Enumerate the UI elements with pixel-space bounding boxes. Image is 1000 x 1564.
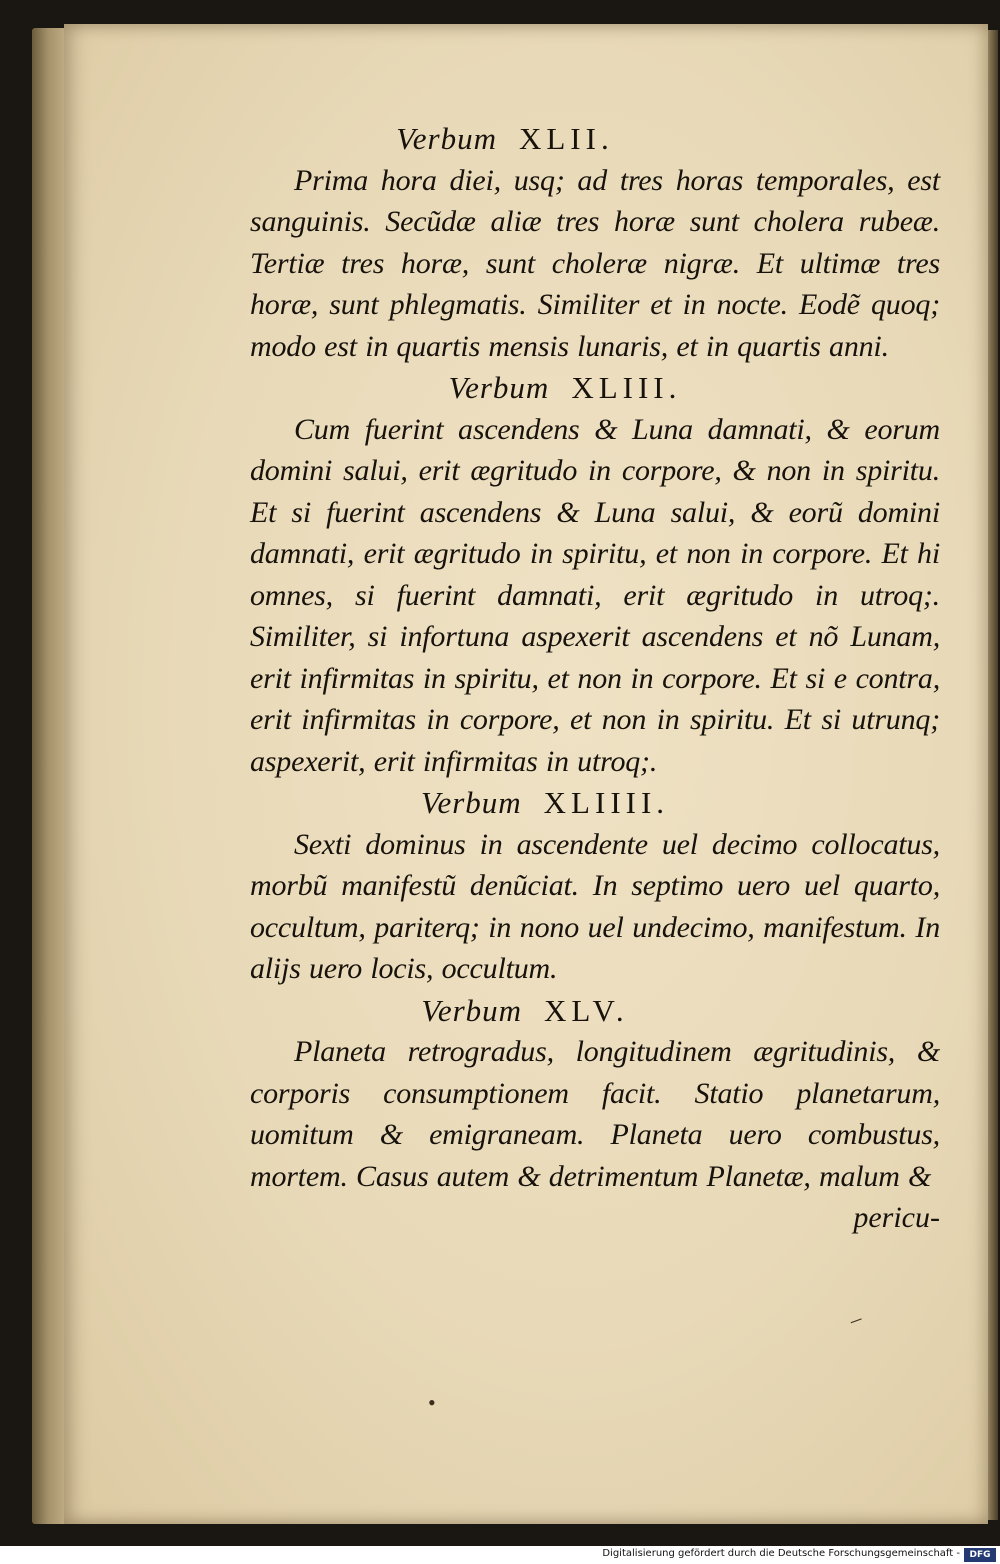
section-paragraph: Cum fuerint ascendens & Luna damnati, & eorum domini salui, erit ægritudo in corpore, & non in spiritu. Et si fuerint ascendens & Luna salui, & eorũ domini damnati, erit ægritudo in spiritu, et non in corpore. Et hi omnes, si fuerint damnati, erit ægritudo in utroq;. Similiter, si infortuna aspexerit ascendens et nõ Lunam, erit infirmitas in spiritu, et non in corpore. Et si e contra, erit infirmitas in corpore, et non in spiritu. Et si utrunq; aspexerit, erit infirmitas in utroq;. [250,412,940,778]
heading-word: Verbum [396,121,497,156]
heading-numeral: XLIIII. [543,785,670,820]
heading-word: Verbum [448,370,550,405]
heading-word: Verbum [420,785,522,820]
catchword-line [250,1197,940,1239]
section-paragraph: Sexti dominus in ascendente uel decimo collocatus, morbũ manifestũ denũciat. In septimo uero uel quarto, occultum, pariterq; in nono uel undecimo, manifestum. In alijs uero locis, occultum. [250,827,940,985]
page-text [250,118,940,1239]
ink-speck: • [428,1390,436,1415]
heading-numeral: XLII. [518,121,614,156]
catchword: pericu- [853,1201,940,1234]
section-paragraph: Prima hora diei, usq; ad tres horas temporales, est sanguinis. Secũdæ aliæ tres horæ sunt cholera rubeæ. Tertiæ tres horæ, sunt choleræ nigræ. Et ultimæ tres horæ, sunt phlegmatis. Similiter et in nocte. Eodẽ quoq; modo est in quartis mensis lunaris, et in quartis anni. [250,163,940,363]
section-heading [250,782,940,824]
heading-numeral: XLV. [544,992,629,1028]
footer-credit: Digitalisierung gefördert durch die Deutsche Forschungsgemeinschaft - [602,1548,960,1559]
ink-speck: ‒ [845,1304,865,1333]
footer-bar [0,1546,1000,1564]
section-heading [250,118,940,160]
section-paragraph: Planeta retrogradus, longitudinem ægritudinis, & corporis consumptionem facit. Statio planetarum, uomitum & emigraneam. Planeta uero combustus, mortem. Casus autem & detrimentum Planetæ, malum & [250,1035,940,1193]
dfg-logo: DFG [964,1548,996,1562]
section-heading [250,990,940,1032]
heading-word: Verbum [421,992,523,1028]
heading-numeral: XLIII. [571,370,682,405]
section-heading [250,367,940,409]
